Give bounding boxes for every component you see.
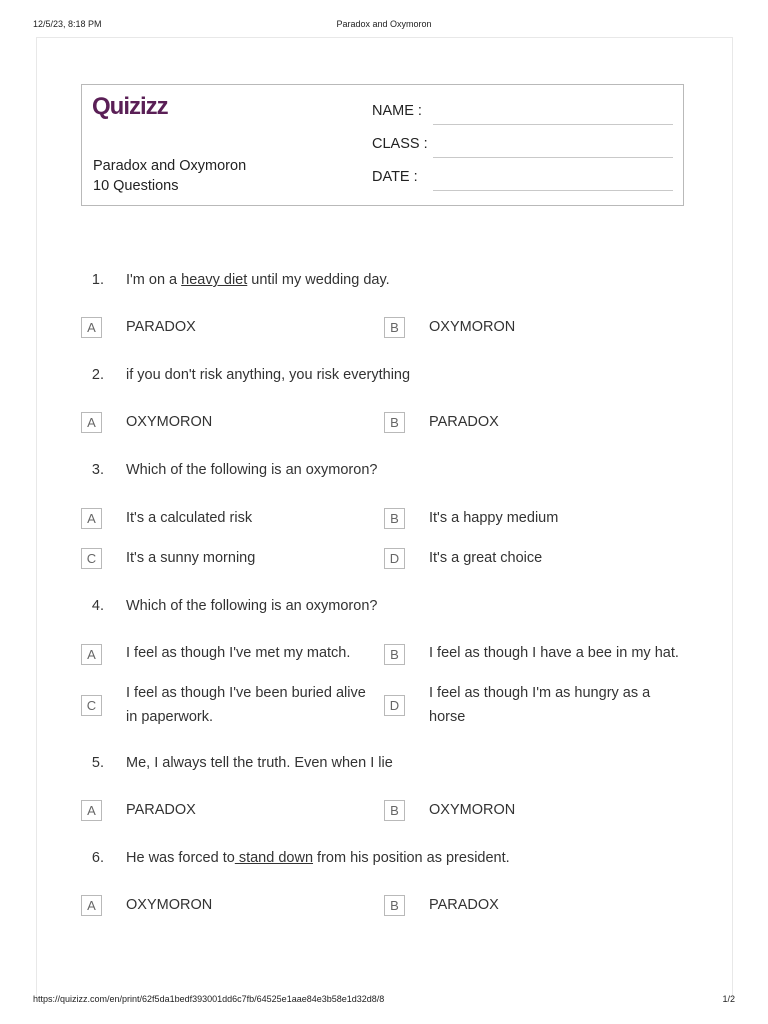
question-text: Which of the following is an oxymoron? <box>126 462 378 478</box>
option-text[interactable]: It's a great choice <box>429 550 543 566</box>
underlined-phrase: heavy diet <box>181 272 248 288</box>
question-text: He was forced to stand down from his position as president. <box>126 850 510 866</box>
option-letter-box[interactable]: D <box>384 548 405 569</box>
option-text[interactable]: It's a sunny morning <box>126 550 256 566</box>
option-letter-box[interactable]: C <box>81 695 102 716</box>
option-letter-box[interactable]: D <box>384 695 405 716</box>
option-letter-box[interactable]: C <box>81 548 102 569</box>
name-label: NAME : <box>372 103 422 119</box>
option-letter-box[interactable]: B <box>384 508 405 529</box>
option-text[interactable]: I feel as though I've met my match. <box>126 645 351 661</box>
question-text: I'm on a heavy diet until my wedding day. <box>126 272 390 288</box>
quiz-title: Paradox and Oxymoron <box>93 158 247 174</box>
date-label: DATE : <box>372 169 418 185</box>
option-letter-box[interactable]: A <box>81 644 102 665</box>
question-text: Which of the following is an oxymoron? <box>126 598 378 614</box>
option-letter-box[interactable]: A <box>81 800 102 821</box>
option-letter-box[interactable]: B <box>384 644 405 665</box>
underlined-phrase: stand down <box>234 850 314 866</box>
option-letter-box[interactable]: A <box>81 317 102 338</box>
print-header <box>0 19 768 31</box>
print-datetime: 12/5/23, 8:18 PM <box>33 19 102 29</box>
date-field[interactable] <box>433 189 673 191</box>
question-number: 2. <box>91 367 104 383</box>
question-number: 6. <box>91 850 104 866</box>
question-number: 1. <box>91 272 104 288</box>
question-count: 10 Questions <box>93 178 179 194</box>
class-field[interactable] <box>433 156 673 158</box>
name-field[interactable] <box>433 123 673 125</box>
page-number: 1/2 <box>722 994 735 1004</box>
print-footer <box>0 994 768 1006</box>
print-url: https://quizizz.com/en/print/62f5da1bedf393001dd6c7fb/64525e1aae84e3b58e1d32d8/8 <box>33 994 385 1004</box>
option-text[interactable]: OXYMORON <box>126 414 213 430</box>
option-text[interactable]: I feel as though I have a bee in my hat. <box>429 645 679 661</box>
class-label: CLASS : <box>372 136 428 152</box>
option-text[interactable]: It's a happy medium <box>429 510 559 526</box>
option-letter-box[interactable]: A <box>81 508 102 529</box>
question-number: 5. <box>91 755 104 771</box>
question-text: Me, I always tell the truth. Even when I lie <box>126 755 393 771</box>
question-text: if you don't risk anything, you risk everything <box>126 367 411 383</box>
question-number: 3. <box>91 462 104 478</box>
option-text[interactable]: OXYMORON <box>429 319 516 335</box>
option-letter-box[interactable]: B <box>384 800 405 821</box>
option-text[interactable]: PARADOX <box>126 319 196 335</box>
option-text[interactable]: OXYMORON <box>429 802 516 818</box>
print-title: Paradox and Oxymoron <box>336 19 432 29</box>
question-number: 4. <box>91 598 104 614</box>
option-text[interactable]: I feel as though I'm as hungry as a horse <box>429 685 651 725</box>
option-letter-box[interactable]: A <box>81 895 102 916</box>
option-letter-box[interactable]: B <box>384 317 405 338</box>
option-text[interactable]: OXYMORON <box>126 897 213 913</box>
option-text[interactable]: PARADOX <box>429 414 499 430</box>
option-letter-box[interactable]: A <box>81 412 102 433</box>
option-text[interactable]: It's a calculated risk <box>126 510 253 526</box>
option-letter-box[interactable]: B <box>384 895 405 916</box>
option-letter-box[interactable]: B <box>384 412 405 433</box>
option-text[interactable]: PARADOX <box>429 897 499 913</box>
quizizz-logo: Quizizz <box>92 93 168 120</box>
option-text[interactable]: PARADOX <box>126 802 196 818</box>
option-text[interactable]: I feel as though I've been buried alive in paperwork. <box>126 685 366 725</box>
